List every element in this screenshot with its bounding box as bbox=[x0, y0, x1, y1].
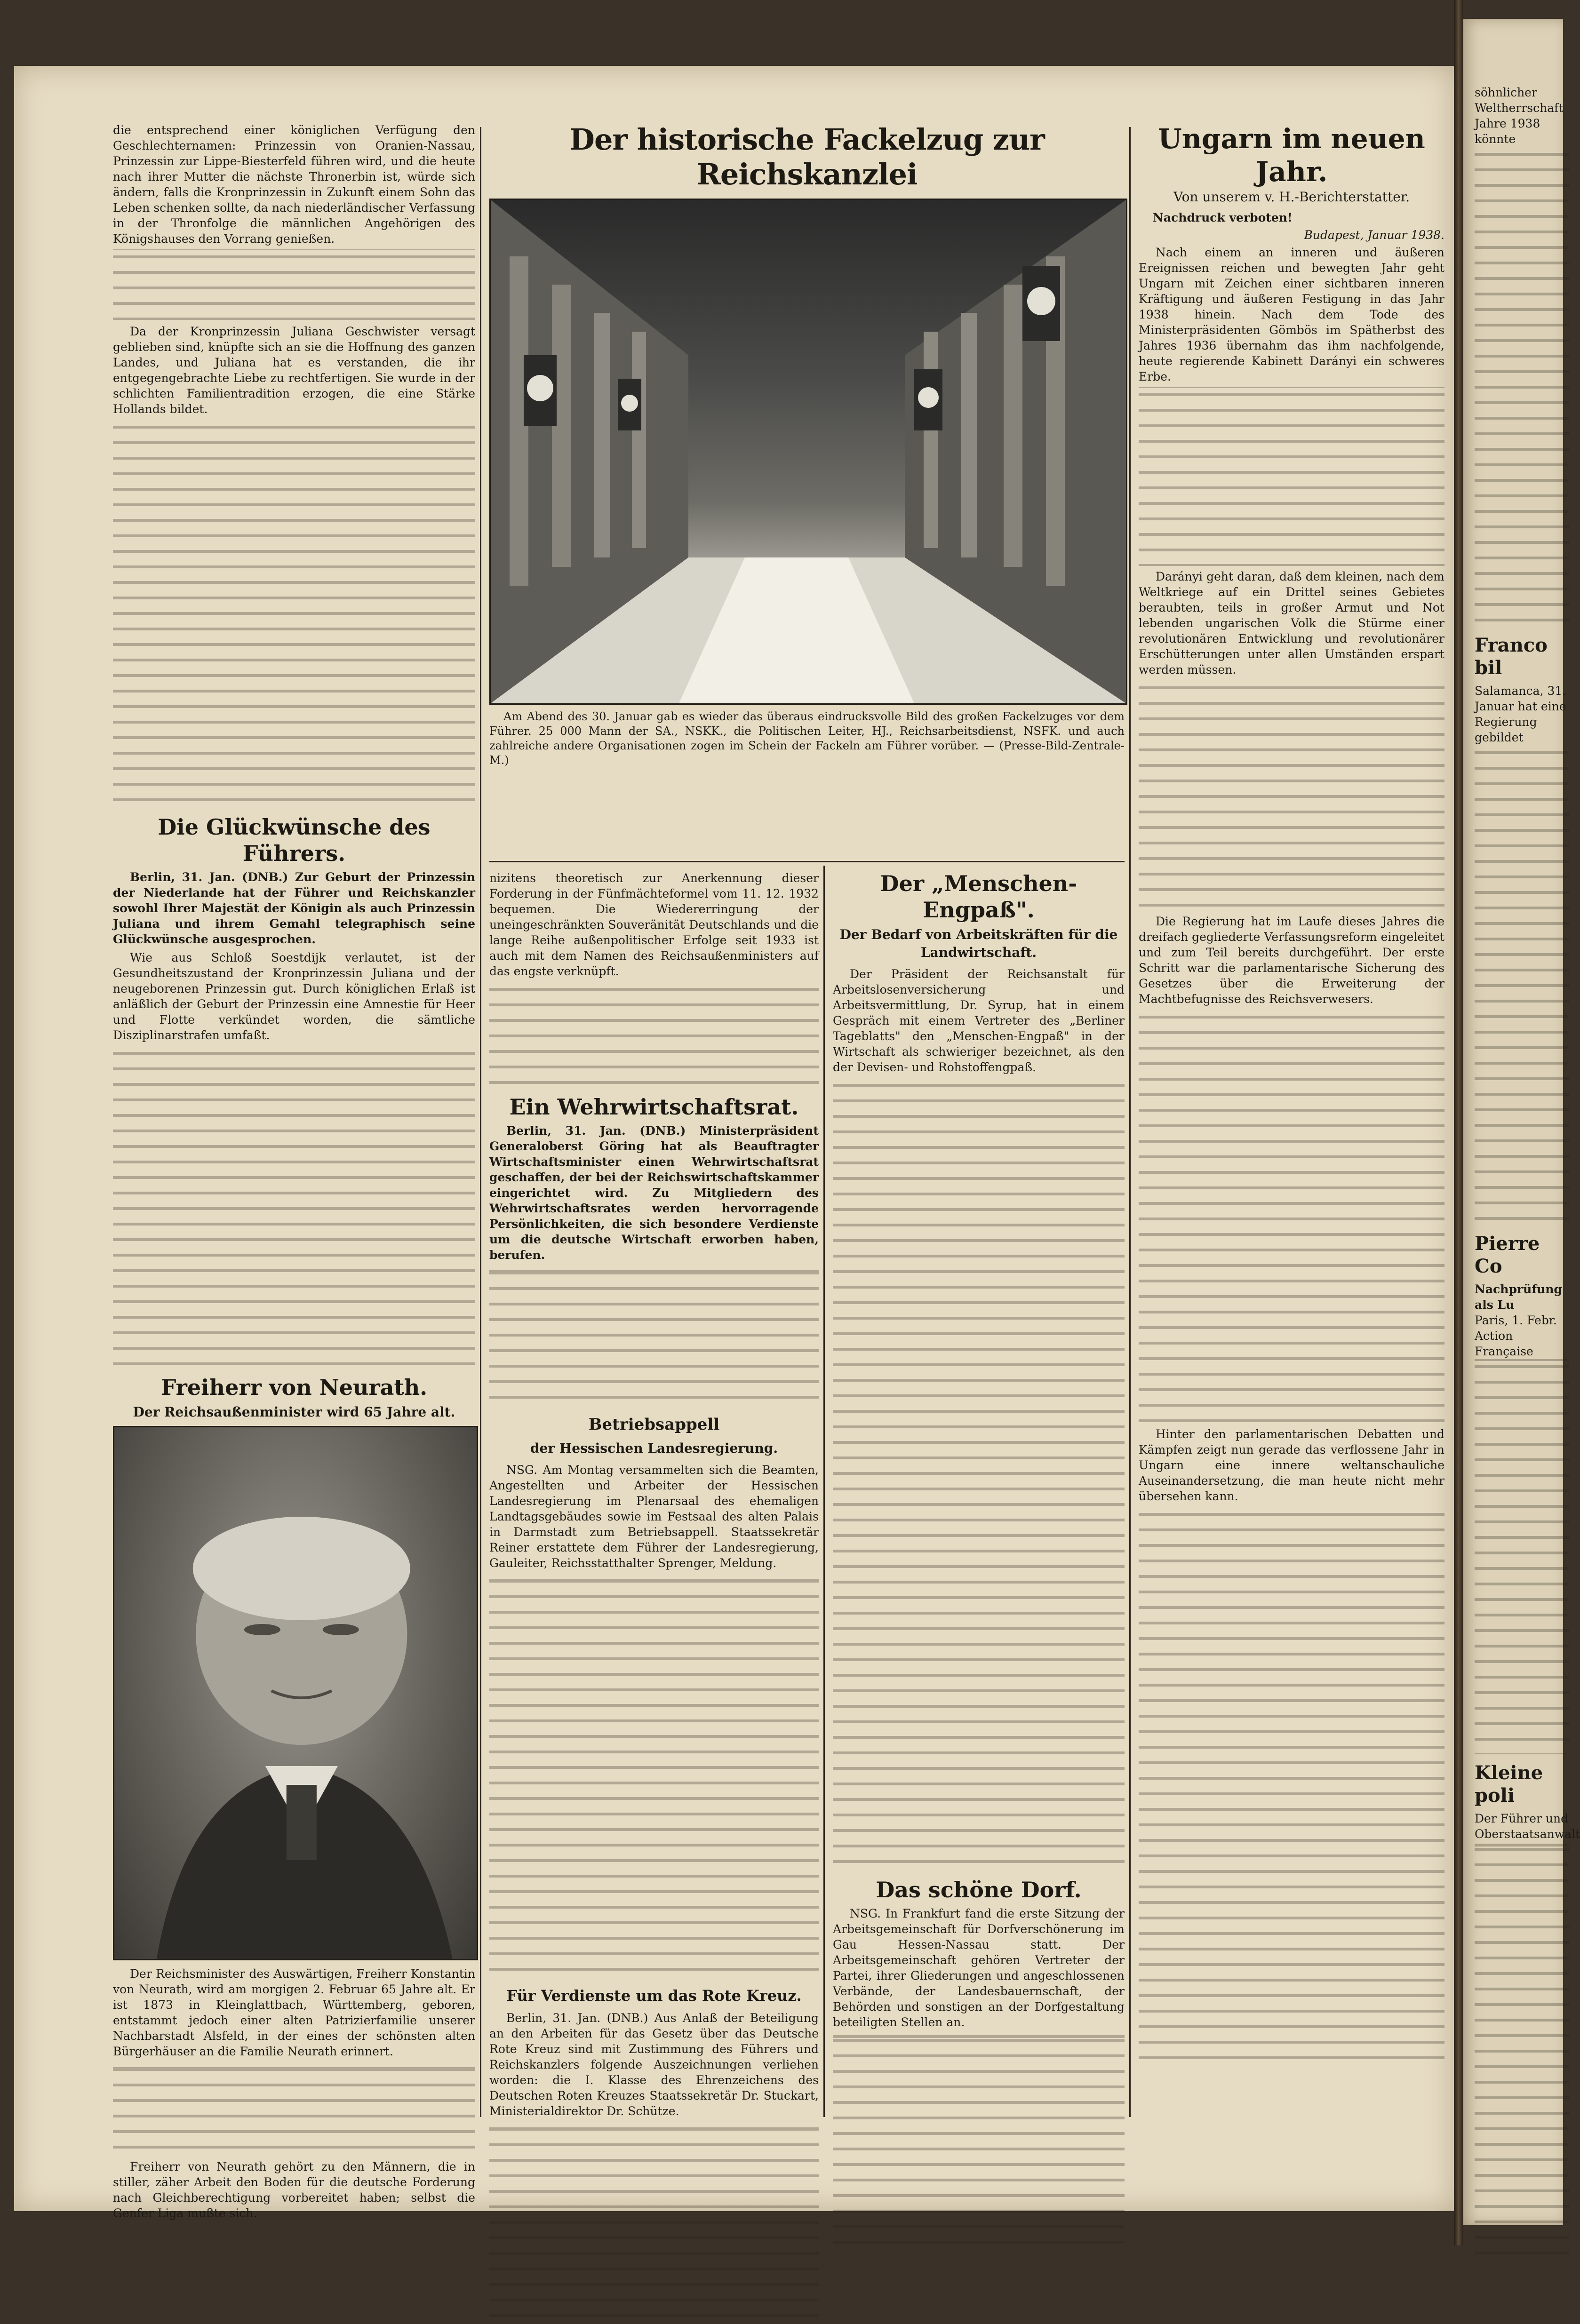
column-rule-2 bbox=[823, 866, 825, 2117]
headline-rotes-kreuz: Für Verdienste um das Rote Kreuz. bbox=[506, 1987, 802, 2005]
headline-neurath: Freiherr von Neurath. bbox=[160, 1375, 428, 1400]
procession-image bbox=[491, 200, 1126, 703]
byline: Von unserem v. H.-Berichterstatter. bbox=[1173, 189, 1410, 205]
main-headline: Der historische Fackelzug zur Reichskanzlei bbox=[569, 122, 1045, 191]
article-intro: die entsprechend einer königlichen Verfügung den Geschlechternamen: Prinzessin von Oranien-Nassau, Prinzessin zur Lippe-Biesterfeld führen wird, und die heute nach ihrer Mutter die nächste Thronerbin ist, würde sich ändern, falls die Kronprinzessin in Zukunft einem Sohn das Leben schenken sollte, da nach niederländischer Verfassung in der Thronfolge die männlichen Angehörigen des Königshauses den Vorrang genießen. bbox=[113, 123, 475, 246]
portrait-image bbox=[114, 1427, 477, 1959]
betriebsappell-body: NSG. Am Montag versammelten sich die Beamten, Angestellten und Arbeiter der Hessischen Landesregierung im Plenarsaal des ehemaligen Landtagsgebäudes sowie im Festsaal des alten Palais in Darmstadt zum Betriebsappell. Staatssekretär Reiner erstattete dem Führer der Landesregierung, Gauleiter, Reichsstatthalter Sprenger, Meldung. bbox=[489, 1463, 819, 1570]
rotes-kreuz-body: Berlin, 31. Jan. (DNB.) Aus Anlaß der Beteiligung an den Arbeiten für das Gesetz über das Deutsche Rote Kreuz sind mit Zustimmung des Führers und Reichskanzlers folgende Auszeichnungen verliehen worden: die I. Klasse des Ehrenzeichens des Deutschen Roten Kreuzes Staatssekretär Dr. Stuckart, Ministerialdirektor Dr. Schütze. bbox=[489, 2011, 819, 2118]
book-binding bbox=[1454, 0, 1463, 2245]
ungarn-body-2: Darányi geht daran, daß dem kleinen, nach dem Weltkriege auf ein Drittel seines Gebietes beraubten, teils in großer Armut und Not lebenden ungarischen Volk die Stürme einer revolutionären Entwicklung und revolutionärer Erschütterungen unter allen Umständen erspart werden müssen. bbox=[1139, 570, 1444, 677]
headline-betriebsappell: Betriebsappell bbox=[588, 1415, 720, 1434]
right-column bbox=[1139, 122, 1444, 2062]
photo-caption: Am Abend des 30. Januar gab es wieder das überaus eindrucksvolle Bild des großen Fackelzuges vor dem Führer. 25 000 Mann der SA., NSKK., die Politischen Leiter, HJ., Reichsarbeitsdienst, NSFK. und auch zahlreiche andere Organisationen zogen im Schein der Fackeln am Führer vorüber. — (Presse-Bild-Zentrale-M.) bbox=[489, 710, 1125, 767]
subhead-menschen-engpass: Der Bedarf von Arbeitskräften für die Landwirtschaft. bbox=[839, 927, 1118, 960]
ungarn-body-4: Hinter den parlamentarischen Debatten und Kämpfen zeigt nun gerade das verflossene Jahr in Ungarn eine innere weltanschauliche Auseinandersetzung, die man heute nicht mehr übersehen kann. bbox=[1139, 1427, 1444, 1503]
gluckwunsch-body: Wie aus Schloß Soestdijk verlautet, ist der Gesundheitszustand der Kronprinzessin Juliana und der neugeborenen Prinzessin gut. Durch königlichen Erlaß ist anläßlich der Geburt der Prinzessin eine Amnestie für Heer und Flotte verkündet worden, die sämtliche Disziplinarstrafen umfaßt. bbox=[113, 951, 475, 1042]
neurath-end: Freiherr von Neurath gehört zu den Männern, die in stiller, zäher Arbeit den Boden für die deutsche Forderung nach Gleichberechtigung vorbereitet haben; selbst die Genfer Liga mußte sich. bbox=[113, 2160, 475, 2220]
headline-ungarn: Ungarn im neuen Jahr. bbox=[1158, 123, 1425, 188]
adjacent-headline-kleine: Kleine poli bbox=[1475, 1762, 1543, 1807]
feature-story bbox=[489, 122, 1125, 773]
gluckwunsch-lead: Berlin, 31. Jan. (DNB.) Zur Geburt der Prinzessin der Niederlande hat der Führer und Reichskanzler sowohl Ihrer Majestät der Königin als auch Prinzessin Juliana und ihrem Gemahl telegraphisch seine Glückwünsche ausgesprochen. bbox=[113, 870, 475, 946]
center-right-column bbox=[833, 870, 1125, 2254]
caption-rule bbox=[489, 861, 1125, 862]
reprint-notice: Nachdruck verboten! bbox=[1153, 211, 1293, 224]
adjacent-snippet-4: Paris, 1. Febr. Action Française bbox=[1475, 1313, 1557, 1358]
adjacent-snippet-1: söhnlicher Weltherrschaft Jahre 1938 könnte bbox=[1475, 86, 1564, 146]
neurath-body: Der Reichsminister des Auswärtigen, Freiherr Konstantin von Neurath, wird am morgigen 2. Februar 65 Jahre alt. Er ist 1873 in Kleinglattbach, Württemberg, geboren, entstammt jedoch einer alten Patrizierfamilie unserer Nachbarstadt Alsfeld, in der eines der schönsten alten Bürgerhäuser an die Familie Neurath erinnert. bbox=[113, 1967, 475, 2058]
column-rule-1 bbox=[480, 127, 481, 2117]
adjacent-page bbox=[1463, 19, 1580, 2225]
wehrwirtschaft-body: Berlin, 31. Jan. (DNB.) Ministerpräsident Generaloberst Göring hat als Beauftragter Wirtschaftsminister einen Wehrwirtschaftsrat geschaffen, der bei der Reichswirtschaftskammer eingerichtet wird. Zu Mitgliedern des Wehrwirtschaftsrates werden hervorragende Persönlichkeiten, die sich besondere Verdienste um die deutsche Wirtschaft erworben haben, berufen. bbox=[489, 1124, 819, 1262]
ungarn-body-1: Nach einem an inneren und äußeren Ereignissen reichen und bewegten Jahr geht Ungarn mit Zeichen einer sichtbaren inneren Kräftigung und äußeren Festigung in das Jahr 1938 hinein. Nach dem Tode des Ministerpräsidenten Gömbös im Spätherbst des Jahres 1936 übernahm das ihm nachfolgende, heute regierende Kabinett Darányi ein schweres Erbe. bbox=[1139, 246, 1444, 383]
headline-gluckwuensche: Die Glückwünsche des Führers. bbox=[158, 814, 431, 866]
column-rule-3 bbox=[1129, 127, 1131, 2117]
headline-wehrwirtschaftsrat: Ein Wehrwirtschaftsrat. bbox=[509, 1094, 799, 1120]
subhead-neurath: Der Reichsaußenminister wird 65 Jahre alt. bbox=[133, 1404, 455, 1420]
headline-menschen-engpass: Der „Menschen-Engpaß". bbox=[880, 871, 1077, 923]
adjacent-headline-franco: Franco bil bbox=[1475, 634, 1548, 679]
ungarn-body-3: Die Regierung hat im Laufe dieses Jahres die dreifach gegliederte Verfassungsreform eingeleitet und zum Teil bereits durchgeführt. Der erste Schritt war die parlamentarische Sicherung des Gesetzes über die Erweiterung der Machtbefugnisse des Reichsverwesers. bbox=[1139, 915, 1444, 1006]
adjacent-headline-pierre: Pierre Co bbox=[1475, 1233, 1540, 1277]
portrait-photo-neurath bbox=[113, 1426, 478, 1960]
middle-column bbox=[489, 870, 819, 2324]
left-column bbox=[113, 122, 475, 2224]
engpass-body: Der Präsident der Reichsanstalt für Arbeitslosenversicherung und Arbeitsvermittlung, Dr. Syrup, hat in einem Gespräch mit einem Vertreter des „Berliner Tageblatts" den „Menschen-Engpaß" in der Wirtschaft als schwieriger bezeichnet, als den der Devisen- und Rohstoffengpaß. bbox=[833, 967, 1125, 1074]
subhead-betriebsappell: der Hessischen Landesregierung. bbox=[530, 1441, 778, 1456]
adjacent-snippet-3: Nachprüfung als Lu bbox=[1475, 1282, 1562, 1312]
neurath-continuation: nizitens theoretisch zur Anerkennung dieser Forderung in der Fünfmächteformel vom 11. 12. 1932 bequemen. Die Wiedererringung der uneingeschränkten Souveränität Deutschlands und die lange Reihe außenpolitischer Erfolge seit 1933 ist auch mit dem Namen des Reichsaußenministers auf das engste verknüpft. bbox=[489, 871, 819, 978]
adjacent-page-column bbox=[1475, 85, 1580, 2265]
torchlight-procession-photo bbox=[489, 199, 1127, 705]
dorf-body: NSG. In Frankfurt fand die erste Sitzung der Arbeitsgemeinschaft für Dorfverschönerung im Gau Hessen-Nassau statt. Der Arbeitsgemeinschaft gehören Vertreter der Partei, ihrer Gliederungen und angeschlossenen Verbände, der Landesbauernschaft, der Behörden und sonstigen an der Dorfgestaltung beteiligten Stellen an. bbox=[833, 1907, 1125, 2029]
article-paragraph: Da der Kronprinzessin Juliana Geschwister versagt geblieben sind, knüpfte sich an sie die Hoffnung des ganzen Landes, und Juliana hat es verstanden, die ihr entgegengebrachte Liebe zu rechtfertigen. Sie wurde in der schlichten Familientradition erzogen, die eine Stärke Hollands bildet. bbox=[113, 325, 475, 416]
adjacent-snippet-2: Salamanca, 31. Januar hat eine Regierung gebildet bbox=[1475, 684, 1566, 744]
adjacent-snippet-5: Der Führer und Oberstaatsanwalt bbox=[1475, 1812, 1580, 1841]
dateline: Budapest, Januar 1938. bbox=[1304, 228, 1444, 242]
newspaper-page bbox=[14, 66, 1454, 2220]
headline-schoene-dorf: Das schöne Dorf. bbox=[876, 1877, 1082, 1902]
